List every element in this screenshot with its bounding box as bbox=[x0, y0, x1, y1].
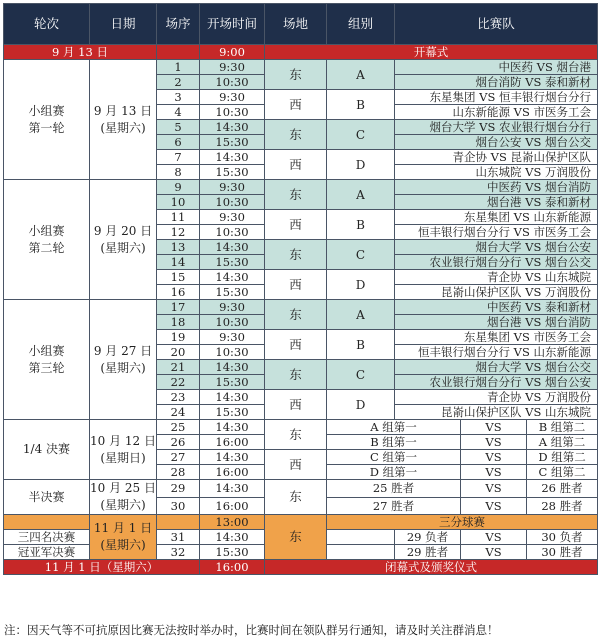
match-time: 10:30 bbox=[200, 195, 265, 210]
match-time: 9:30 bbox=[200, 330, 265, 345]
match-time: 15:30 bbox=[200, 165, 265, 180]
match-number: 7 bbox=[157, 150, 200, 165]
header-round: 轮次 bbox=[4, 4, 90, 45]
match-teams: 烟台港 VS 泰和新材 bbox=[395, 195, 598, 210]
group-cell: A bbox=[327, 300, 395, 330]
match-time: 9:30 bbox=[200, 180, 265, 195]
match-number: 24 bbox=[157, 405, 200, 420]
match-time: 14:30 bbox=[200, 120, 265, 135]
opening-time: 9:00 bbox=[200, 45, 265, 60]
match-number: 32 bbox=[157, 545, 200, 560]
match-teams: 东星集团 VS 山东新能源 bbox=[395, 210, 598, 225]
three-point-row bbox=[4, 515, 598, 530]
team-right: 30 负者 bbox=[527, 530, 598, 545]
final-blank-group bbox=[327, 545, 395, 560]
match-number: 31 bbox=[157, 530, 200, 545]
closing-time: 16:00 bbox=[200, 560, 265, 575]
group-cell: A bbox=[327, 180, 395, 210]
match-row bbox=[4, 60, 598, 75]
match-teams: 农业银行烟台分行 VS 烟台公安 bbox=[395, 375, 598, 390]
final-label: 三四名决赛 bbox=[4, 530, 90, 545]
group-cell: C bbox=[327, 120, 395, 150]
match-time: 16:00 bbox=[200, 465, 265, 480]
match-teams: 恒丰银行烟台分行 VS 市医务工会 bbox=[395, 225, 598, 240]
match-time: 16:00 bbox=[200, 497, 265, 515]
vs-label: VS bbox=[461, 450, 527, 465]
final-blank-label bbox=[4, 515, 90, 530]
closing-row bbox=[4, 560, 598, 575]
venue-cell: 西 bbox=[265, 390, 327, 420]
venue-cell: 东 bbox=[265, 360, 327, 390]
header-teams: 比赛队 bbox=[395, 4, 598, 45]
match-time: 16:00 bbox=[200, 435, 265, 450]
match-teams: 烟台大学 VS 烟台公安 bbox=[395, 240, 598, 255]
three-point-time: 13:00 bbox=[200, 515, 265, 530]
match-time: 14:30 bbox=[200, 390, 265, 405]
footnote: 注：因天气等不可抗原因比赛无法按时举办时，比赛时间在领队群另行通知，请及时关注群消息！ bbox=[4, 623, 499, 637]
vs-label: VS bbox=[461, 465, 527, 480]
match-teams: 青企协 VS 昆嵛山保护区队 bbox=[395, 150, 598, 165]
match-teams: 农业银行烟台分行 VS 烟台公交 bbox=[395, 255, 598, 270]
team-left: A 组第一 bbox=[327, 420, 461, 435]
match-number: 1 bbox=[157, 60, 200, 75]
venue-cell: 东 bbox=[265, 480, 327, 515]
match-time: 15:30 bbox=[200, 135, 265, 150]
team-left: 29 胜者 bbox=[395, 545, 461, 560]
match-time: 9:30 bbox=[200, 300, 265, 315]
venue-cell: 东 bbox=[265, 120, 327, 150]
match-number: 2 bbox=[157, 75, 200, 90]
schedule-body bbox=[4, 45, 598, 575]
round-date: 9 月 13 日 (星期六) bbox=[90, 60, 157, 180]
match-number: 25 bbox=[157, 420, 200, 435]
match-teams: 中医药 VS 烟台消防 bbox=[395, 180, 598, 195]
match-time: 14:30 bbox=[200, 530, 265, 545]
opening-row bbox=[4, 45, 598, 60]
venue-cell: 西 bbox=[265, 150, 327, 180]
group-cell: A bbox=[327, 60, 395, 90]
match-number: 22 bbox=[157, 375, 200, 390]
match-number: 17 bbox=[157, 300, 200, 315]
qf-row bbox=[4, 420, 598, 435]
match-number: 11 bbox=[157, 210, 200, 225]
match-time: 10:30 bbox=[200, 225, 265, 240]
header-match-no: 场序 bbox=[157, 4, 200, 45]
group-cell: D bbox=[327, 270, 395, 300]
match-time: 14:30 bbox=[200, 420, 265, 435]
match-teams: 烟台公安 VS 烟台公交 bbox=[395, 135, 598, 150]
venue-cell: 西 bbox=[265, 450, 327, 480]
header-start-time: 开场时间 bbox=[200, 4, 265, 45]
group-cell: B bbox=[327, 90, 395, 120]
round-label: 小组赛 第二轮 bbox=[4, 180, 90, 300]
round-date: 9 月 20 日 (星期六) bbox=[90, 180, 157, 300]
venue-cell: 东 bbox=[265, 420, 327, 450]
final-venue: 东 bbox=[265, 515, 327, 560]
venue-cell: 东 bbox=[265, 60, 327, 90]
match-number: 29 bbox=[157, 480, 200, 498]
match-number: 21 bbox=[157, 360, 200, 375]
team-right: 26 胜者 bbox=[527, 480, 598, 498]
match-time: 15:30 bbox=[200, 405, 265, 420]
match-number: 23 bbox=[157, 390, 200, 405]
match-teams: 山东新能源 VS 市医务工会 bbox=[395, 105, 598, 120]
sf-date: 10 月 25 日 (星期六) bbox=[90, 480, 157, 515]
match-number: 8 bbox=[157, 165, 200, 180]
match-time: 10:30 bbox=[200, 315, 265, 330]
match-number: 4 bbox=[157, 105, 200, 120]
match-number: 5 bbox=[157, 120, 200, 135]
vs-label: VS bbox=[461, 497, 527, 515]
final-label: 冠亚军决赛 bbox=[4, 545, 90, 560]
match-number: 9 bbox=[157, 180, 200, 195]
vs-label: VS bbox=[461, 420, 527, 435]
final-blank-group bbox=[327, 530, 395, 545]
group-cell: B bbox=[327, 210, 395, 240]
final-date: 11 月 1 日 (星期六) bbox=[90, 515, 157, 560]
match-time: 15:30 bbox=[200, 545, 265, 560]
match-number: 10 bbox=[157, 195, 200, 210]
match-number: 27 bbox=[157, 450, 200, 465]
opening-event: 开幕式 bbox=[265, 45, 598, 60]
match-teams: 东星集团 VS 市医务工会 bbox=[395, 330, 598, 345]
opening-blank bbox=[157, 45, 200, 60]
match-teams: 中医药 VS 烟台港 bbox=[395, 60, 598, 75]
match-number: 3 bbox=[157, 90, 200, 105]
schedule-table bbox=[3, 3, 598, 575]
venue-cell: 东 bbox=[265, 240, 327, 270]
header-row bbox=[4, 4, 598, 45]
match-time: 14:30 bbox=[200, 450, 265, 465]
group-cell: B bbox=[327, 330, 395, 360]
match-time: 9:30 bbox=[200, 90, 265, 105]
match-teams: 东星集团 VS 恒丰银行烟台分行 bbox=[395, 90, 598, 105]
match-time: 14:30 bbox=[200, 240, 265, 255]
round-label: 小组赛 第一轮 bbox=[4, 60, 90, 180]
match-number: 26 bbox=[157, 435, 200, 450]
match-number: 14 bbox=[157, 255, 200, 270]
match-row bbox=[4, 300, 598, 315]
venue-cell: 东 bbox=[265, 180, 327, 210]
round-label: 小组赛 第三轮 bbox=[4, 300, 90, 420]
team-right: B 组第二 bbox=[527, 420, 598, 435]
match-teams: 中医药 VS 泰和新材 bbox=[395, 300, 598, 315]
group-cell: D bbox=[327, 390, 395, 420]
match-time: 9:30 bbox=[200, 60, 265, 75]
header-date: 日期 bbox=[90, 4, 157, 45]
team-right: A 组第二 bbox=[527, 435, 598, 450]
match-number: 30 bbox=[157, 497, 200, 515]
match-time: 14:30 bbox=[200, 360, 265, 375]
team-left: 27 胜者 bbox=[327, 497, 461, 515]
team-left: 25 胜者 bbox=[327, 480, 461, 498]
match-time: 15:30 bbox=[200, 285, 265, 300]
match-number: 19 bbox=[157, 330, 200, 345]
team-right: 28 胜者 bbox=[527, 497, 598, 515]
venue-cell: 西 bbox=[265, 330, 327, 360]
three-point-event: 三分球赛 bbox=[327, 515, 598, 530]
team-left: C 组第一 bbox=[327, 450, 461, 465]
match-time: 14:30 bbox=[200, 270, 265, 285]
match-teams: 昆嵛山保护区队 VS 万润股份 bbox=[395, 285, 598, 300]
vs-label: VS bbox=[461, 545, 527, 560]
match-time: 9:30 bbox=[200, 210, 265, 225]
closing-date: 11 月 1 日（星期六） bbox=[4, 560, 200, 575]
header-venue: 场地 bbox=[265, 4, 327, 45]
round-date: 9 月 27 日 (星期六) bbox=[90, 300, 157, 420]
team-left: B 组第一 bbox=[327, 435, 461, 450]
match-time: 10:30 bbox=[200, 105, 265, 120]
match-number: 16 bbox=[157, 285, 200, 300]
team-left: 29 负者 bbox=[395, 530, 461, 545]
match-teams: 烟台消防 VS 泰和新材 bbox=[395, 75, 598, 90]
match-row bbox=[4, 180, 598, 195]
match-number: 12 bbox=[157, 225, 200, 240]
header-group: 组别 bbox=[327, 4, 395, 45]
match-number: 15 bbox=[157, 270, 200, 285]
vs-label: VS bbox=[461, 435, 527, 450]
match-number: 28 bbox=[157, 465, 200, 480]
match-teams: 烟台大学 VS 农业银行烟台分行 bbox=[395, 120, 598, 135]
match-time: 15:30 bbox=[200, 255, 265, 270]
qf-date: 10 月 12 日 (星期日) bbox=[90, 420, 157, 480]
match-number: 20 bbox=[157, 345, 200, 360]
opening-date: 9 月 13 日 bbox=[4, 45, 157, 60]
sf-row bbox=[4, 480, 598, 498]
team-right: C 组第二 bbox=[527, 465, 598, 480]
match-teams: 昆嵛山保护区队 VS 山东城院 bbox=[395, 405, 598, 420]
match-time: 14:30 bbox=[200, 150, 265, 165]
venue-cell: 东 bbox=[265, 300, 327, 330]
closing-event: 闭幕式及颁奖仪式 bbox=[265, 560, 598, 575]
venue-cell: 西 bbox=[265, 210, 327, 240]
final-blank-no bbox=[157, 515, 200, 530]
team-left: D 组第一 bbox=[327, 465, 461, 480]
match-teams: 山东城院 VS 万润股份 bbox=[395, 165, 598, 180]
team-right: 30 胜者 bbox=[527, 545, 598, 560]
qf-label: 1/4 决赛 bbox=[4, 420, 90, 480]
match-teams: 青企协 VS 万润股份 bbox=[395, 390, 598, 405]
group-cell: D bbox=[327, 150, 395, 180]
match-time: 10:30 bbox=[200, 75, 265, 90]
match-time: 14:30 bbox=[200, 480, 265, 498]
group-cell: C bbox=[327, 360, 395, 390]
vs-label: VS bbox=[461, 480, 527, 498]
match-time: 10:30 bbox=[200, 345, 265, 360]
venue-cell: 西 bbox=[265, 90, 327, 120]
match-number: 6 bbox=[157, 135, 200, 150]
match-teams: 恒丰银行烟台分行 VS 山东新能源 bbox=[395, 345, 598, 360]
match-teams: 青企协 VS 山东城院 bbox=[395, 270, 598, 285]
venue-cell: 西 bbox=[265, 270, 327, 300]
match-number: 18 bbox=[157, 315, 200, 330]
group-cell: C bbox=[327, 240, 395, 270]
vs-label: VS bbox=[461, 530, 527, 545]
match-teams: 烟台大学 VS 烟台公交 bbox=[395, 360, 598, 375]
team-right: D 组第二 bbox=[527, 450, 598, 465]
match-number: 13 bbox=[157, 240, 200, 255]
match-teams: 烟台港 VS 烟台消防 bbox=[395, 315, 598, 330]
sf-label: 半决赛 bbox=[4, 480, 90, 515]
match-time: 15:30 bbox=[200, 375, 265, 390]
